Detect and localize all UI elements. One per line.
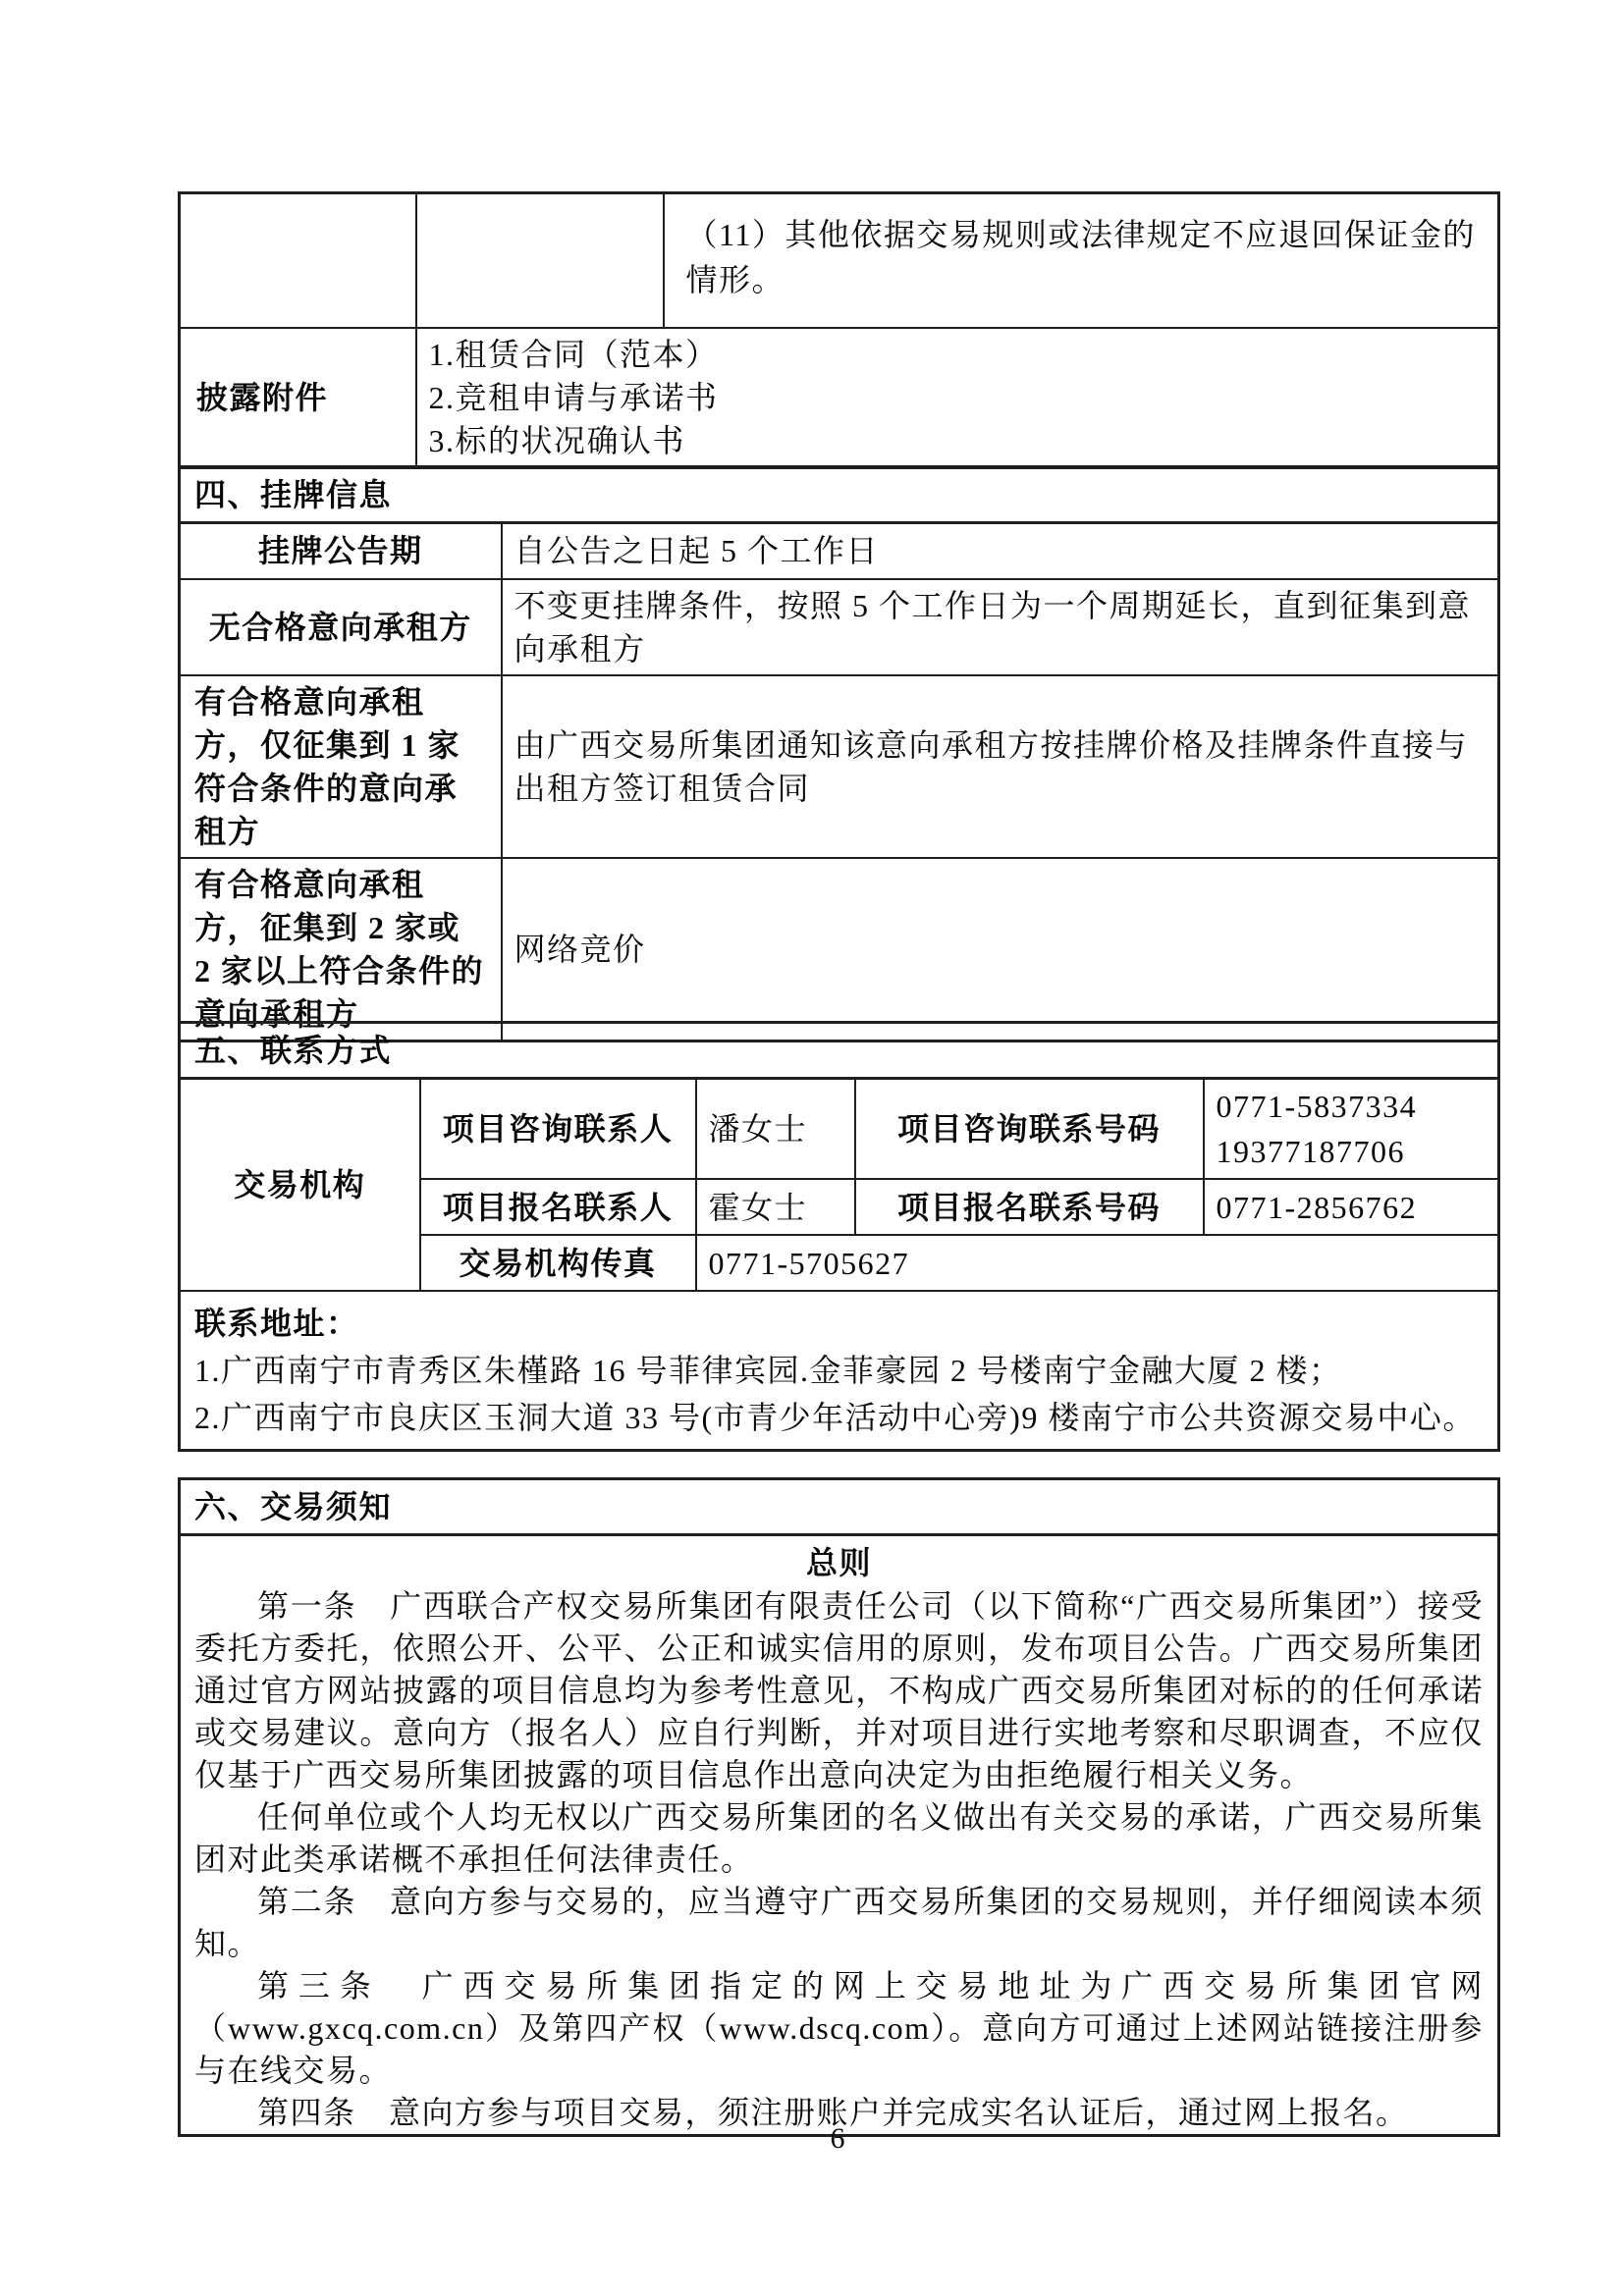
empty-cell — [416, 193, 664, 328]
table-row — [180, 523, 1499, 579]
signup-phone-label: 项目报名联系号码 — [855, 1179, 1204, 1235]
section-title-notice: 六、交易须知 — [180, 1479, 1499, 1535]
contact-address-cell — [180, 1291, 1499, 1451]
attachments-label: 披露附件 — [180, 328, 416, 468]
consult-phone-cell — [1204, 1079, 1499, 1180]
listing-row-value: 网络竞价 — [502, 858, 1499, 1041]
empty-cell — [180, 193, 416, 328]
section-title-listing: 四、挂牌信息 — [180, 467, 1499, 523]
table-row — [180, 1079, 1499, 1180]
notice-paragraph: 第四条 意向方参与项目交易，须注册账户并完成实名认证后，通过网上报名。 — [257, 2095, 1409, 2130]
table-row — [180, 579, 1499, 675]
listing-row-value: 自公告之日起 5 个工作日 — [502, 523, 1499, 579]
attachment-item: 1.租赁合同（范本） — [428, 336, 719, 372]
address-line: 2.广西南宁市良庆区玉洞大道 33 号(市青少年活动中心旁)9 楼南宁市公共资源交易中心。 — [194, 1400, 1476, 1435]
table-row — [180, 1479, 1499, 1535]
listing-row-label: 有合格意向承租方，仅征集到 1 家符合条件的意向承租方 — [180, 675, 502, 858]
signup-phone-number: 0771-2856762 — [1204, 1179, 1499, 1235]
attachment-item: 3.标的状况确认书 — [428, 422, 686, 458]
deposit-attachments-table — [178, 191, 1500, 469]
address-line: 1.广西南宁市青秀区朱槿路 16 号菲律宾园.金菲豪园 2 号楼南宁金融大厦 2 楼； — [194, 1353, 1342, 1388]
listing-row-value: 由广西交易所集团通知该意向承租方按挂牌价格及挂牌条件直接与出租方签订租赁合同 — [502, 675, 1499, 858]
notice-paragraph: 第一条 广西联合产权交易所集团有限责任公司（以下简称“广西交易所集团”）接受委托方委托，依照公开、公平、公正和诚实信用的原则，发布项目公告。广西交易所集团通过官方网站披露的项目信息均为参考性意见，不构成广西交易所集团对标的的任何承诺或交易建议。意向方（报名人）应自行判断，并对项目进行实地考察和尽职调查，不应仅仅基于广西交易所集团披露的项目信息作出意向决定为由拒绝履行相关义务。 — [194, 1588, 1484, 1792]
attachments-cell — [416, 328, 1499, 468]
signup-contact-name: 霍女士 — [696, 1179, 855, 1235]
table-row — [180, 328, 1499, 468]
consult-contact-name: 潘女士 — [696, 1079, 855, 1180]
listing-row-label: 挂牌公告期 — [180, 523, 502, 579]
contact-table — [178, 1021, 1500, 1452]
notice-subtitle: 总则 — [805, 1545, 872, 1580]
consult-phone-label: 项目咨询联系号码 — [855, 1079, 1204, 1180]
listing-info-table — [178, 465, 1500, 1042]
listing-row-label: 有合格意向承租方，征集到 2 家或 2 家以上符合条件的意向承租方 — [180, 858, 502, 1041]
notice-body-cell — [180, 1535, 1499, 2136]
notice-table — [178, 1477, 1500, 2137]
notice-paragraph: 任何单位或个人均无权以广西交易所集团的名义做出有关交易的承诺，广西交易所集团对此类承诺概不承担任何法律责任。 — [194, 1799, 1484, 1877]
notice-paragraph: 第三条 广西交易所集团指定的网上交易地址为广西交易所集团官网（www.gxcq.com.cn）及第四产权（www.dscq.com）。意向方可通过上述网站链接注册参与在线交易。 — [194, 1968, 1484, 2088]
table-row — [180, 1535, 1499, 2136]
table-row — [180, 858, 1499, 1041]
table-row — [180, 467, 1499, 523]
table-row — [180, 675, 1499, 858]
section-title-contact: 五、联系方式 — [180, 1023, 1499, 1079]
listing-row-label: 无合格意向承租方 — [180, 579, 502, 675]
signup-contact-label: 项目报名联系人 — [420, 1179, 696, 1235]
address-label: 联系地址： — [194, 1306, 359, 1341]
fax-number: 0771-5705627 — [696, 1235, 1499, 1291]
phone-number: 19377187706 — [1216, 1134, 1405, 1169]
notice-paragraph: 第二条 意向方参与交易的，应当遵守广西交易所集团的交易规则，并仔细阅读本须知。 — [194, 1884, 1484, 1961]
page-number: 6 — [830, 2122, 845, 2155]
consult-contact-label: 项目咨询联系人 — [420, 1079, 696, 1180]
contact-org-label: 交易机构 — [180, 1079, 420, 1292]
attachment-item: 2.竞租申请与承诺书 — [428, 379, 719, 415]
table-row — [180, 1023, 1499, 1079]
table-row — [180, 1291, 1499, 1451]
fax-label: 交易机构传真 — [420, 1235, 696, 1291]
phone-number: 0771-5837334 — [1216, 1089, 1418, 1124]
listing-row-value: 不变更挂牌条件，按照 5 个工作日为一个周期延长，直到征集到意向承租方 — [502, 579, 1499, 675]
table-row — [180, 193, 1499, 328]
deposit-note-cell: （11）其他依据交易规则或法律规定不应退回保证金的情形。 — [664, 193, 1499, 328]
